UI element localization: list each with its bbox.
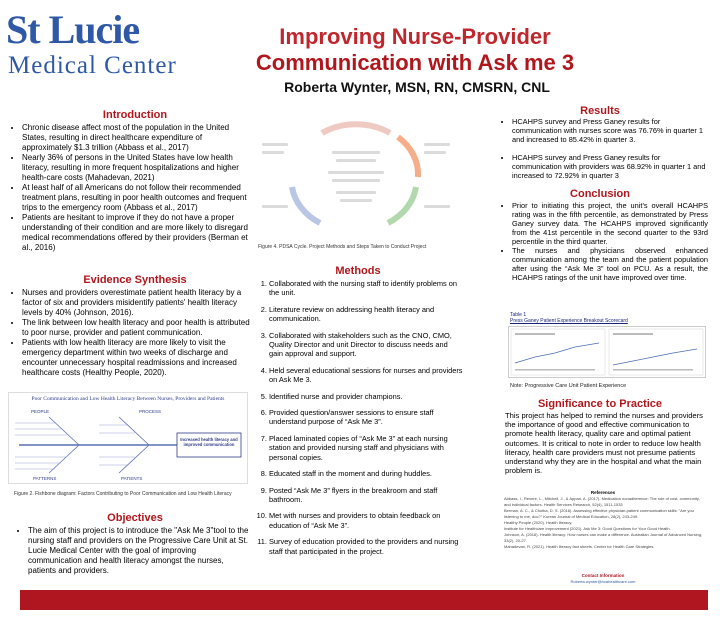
figure4-caption: Figure 4. PDSA Cycle. Project Methods and Steps Taken to Conduct Project <box>258 244 427 250</box>
reference-item: Mahadevan, R. (2021). Health literacy fact sheets. Center for Health Care Strategies. <box>504 544 655 549</box>
fishbone-effect: Increased health literacy and improved communication <box>180 437 238 447</box>
methods-step: 3. Collaborated with stakeholders such as the CNO, CMO, Quality Director and unit Director to discuss needs and gain approval and support. <box>269 331 463 359</box>
logo-line2: Medical Center <box>8 52 177 79</box>
significance-heading: Significance to Practice <box>537 398 663 410</box>
scorecard-graphic <box>509 327 705 377</box>
methods-heading: Methods <box>335 265 381 277</box>
table1-label: Table 1 <box>510 312 527 318</box>
objectives-heading: Objectives <box>107 512 163 524</box>
poster-title-line1: Improving Nurse-Provider <box>279 24 551 49</box>
fishbone-diagram <box>8 392 248 484</box>
contact-heading: Contact Information <box>581 573 625 578</box>
pdsa-cycle-figure <box>258 115 454 239</box>
results-section <box>498 117 708 180</box>
fishbone-label-people: PEOPLE <box>31 409 50 414</box>
reference-item: Institute for Healthcare Improvement (2021). Ask Me 3: Good Questions for Your Good Health. <box>504 526 671 531</box>
significance-text: This project has helped to remind the nurses and providers the importance of good and effective communication to promote health literacy, quality care and optimal patient outcomes. It is critical to note in order to reduce low health literacy, health care providers must not presume patients understand why they are in the hospital and what the main problem is. <box>505 411 703 476</box>
evidence-bullet: • Nurses and providers overestimate patient health literacy by a factor of six and providers misidentify patients' health literacy levels by 40% (Johnson, 2016). <box>22 288 250 318</box>
introduction-bullet: • Nearly 36% of persons in the United States have low health literacy, resulting in more frequent hospitalizations and higher health-care costs (Mahadevan, 2021) <box>22 153 250 183</box>
methods-section <box>255 279 463 563</box>
methods-step: 1. Collaborated with the nursing staff to identify problems on the unit. <box>269 279 463 298</box>
table1-scorecard <box>508 326 706 378</box>
introduction-bullet: • Patients are hesitant to improve if they do not have a proper understanding of their condition and are more likely to disregard medical recommendations offered by their providers (Berman et al., 2016) <box>22 213 250 253</box>
evidence-heading: Evidence Synthesis <box>83 274 187 286</box>
results-bullet: • HCAHPS survey and Press Ganey results for communication with providers was 68.92% in quarter 1 and increased to 72.92% in quarter 3 <box>512 153 708 180</box>
methods-step: 8. Educated staff in the moment and during huddles. <box>269 469 463 478</box>
objectives-section <box>14 526 250 576</box>
footer-bar <box>20 590 708 610</box>
methods-step: 10. Met with nurses and providers to obtain feedback on education of “Ask Me 3”. <box>269 511 463 530</box>
table1-title: Press Ganey Patient Experience Breakout Scorecard <box>510 318 628 324</box>
methods-step: 7. Placed laminated copies of “Ask Me 3” at each nursing station and provided nursing staff and physicians with personal copies. <box>269 434 463 462</box>
results-bullet: • HCAHPS survey and Press Ganey results for communication with nurses score was 76.76% in quarter 1 and increased to 85.42% in quarter 3. <box>512 117 708 144</box>
methods-step: 2. Literature review on addressing health literacy and communication. <box>269 305 463 324</box>
reference-item: Healthy People (2020). Health literacy. <box>504 520 573 525</box>
hospital-logo <box>4 6 214 84</box>
pdsa-cycle-graphic <box>258 115 454 239</box>
introduction-section <box>8 123 250 253</box>
evidence-bullet: • The link between low health literacy and poor health is attributed to poor nurse, provider and patient communication. <box>22 318 250 338</box>
methods-step: 6. Provided question/answer sessions to ensure staff understand purpose of “Ask Me 3”. <box>269 408 463 427</box>
fishbone-label-patients: PATIENTS <box>121 476 143 481</box>
conclusion-section <box>498 201 708 282</box>
reference-item: Johnson, A. (2016). Health literacy: How nurses can make a difference. Australian Journal of Advanced Nursing, 33(2), 20-27. <box>504 532 703 543</box>
methods-step: 5. Identified nurse and provider champions. <box>269 392 463 401</box>
conclusion-heading: Conclusion <box>570 188 630 200</box>
introduction-bullet: • Chronic disease affect most of the population in the United States, resulting in direct healthcare expenditure of approximately $1.3 trillion (Abbass et al., 2017) <box>22 123 250 153</box>
fishbone-label-process: PROCESS <box>139 409 162 414</box>
conclusion-bullet: • The nurses and physicians observed enhanced communication among the team and the patient population after using the “Ask Me 3” tool on PCU. As a result, the HCAHPS ratings of the unit have improved over time. <box>512 246 708 282</box>
methods-step: 11. Survey of education provided to the providers and nursing staff that participated in the project. <box>269 537 463 556</box>
reference-item: Berman, A. C., & Chutka, D. S. (2016). Assessing effective physician-patient communication skills: "Are you listening to me, doc?" Korean Journal of Medical Education, 28(2), 243-249. <box>504 508 694 519</box>
evidence-section <box>8 288 250 378</box>
poster-title-line2: Communication with Ask me 3 <box>255 50 575 75</box>
objectives-bullet: • The aim of this project is to introduce the "Ask Me 3"tool to the nursing staff and providers on the Progressive Care Unit at St. Lucie Medical Center with the goal of improving communication and health literacy amongst the nurses, patients and providers. <box>28 526 250 576</box>
fishbone-label-patterns: PATTERNS <box>33 476 57 481</box>
results-heading: Results <box>580 105 620 117</box>
references-list <box>504 496 704 550</box>
introduction-bullet: • At least half of all Americans do not follow their recommended treatment plans, resulting in poor health outcomes and frequent trips to the emergency room (Abbass et al., 2017) <box>22 183 250 213</box>
references-heading: References <box>590 490 616 495</box>
methods-step: 9. Posted “Ask Me 3” flyers in the breakroom and staff bathroom. <box>269 486 463 505</box>
conclusion-bullet: • Prior to initiating this project, the unit's overall HCAHPS rating was in the fifth percentile, as demonstrated by Press Ganey survey data. The HCAHPS improved significantly from the 41st percentile in the second quarter to the 93rd percentile in the third quarter. <box>512 201 708 246</box>
table1-note: Note: Progressive Care Unit Patient Experience <box>510 383 627 389</box>
reference-item: Abbass, I., Revere, L., Mitchell, J., & Appari, A. (2017). Medication nonadherence: The role of cost, community, and individual factors. Health Services Research, 52(4), 1511-1533 <box>504 496 700 507</box>
methods-step: 4. Held several educational sessions for nurses and providers on Ask Me 3. <box>269 366 463 385</box>
fishbone-title: Poor Communication and Low Health Literacy Between Nurses, Providers and Patients <box>31 396 225 402</box>
introduction-heading: Introduction <box>102 109 168 121</box>
poster-author: Roberta Wynter, MSN, RN, CMSRN, CNL <box>284 79 550 95</box>
figure2-caption: Figure 2. Fishbone diagram: Factors Contributing to Poor Communication and Low Health Literacy <box>14 491 232 497</box>
evidence-bullet: • Patients with low health literacy are more likely to visit the emergency department within two weeks of discharge and encounter unnecessary hospital readmissions and increased healthcare costs (Healthy People, 2020). <box>22 338 250 378</box>
contact-email[interactable]: Roberta.wynter@hcahealthcare.com <box>570 579 636 584</box>
logo-line1: St Lucie <box>6 7 140 52</box>
